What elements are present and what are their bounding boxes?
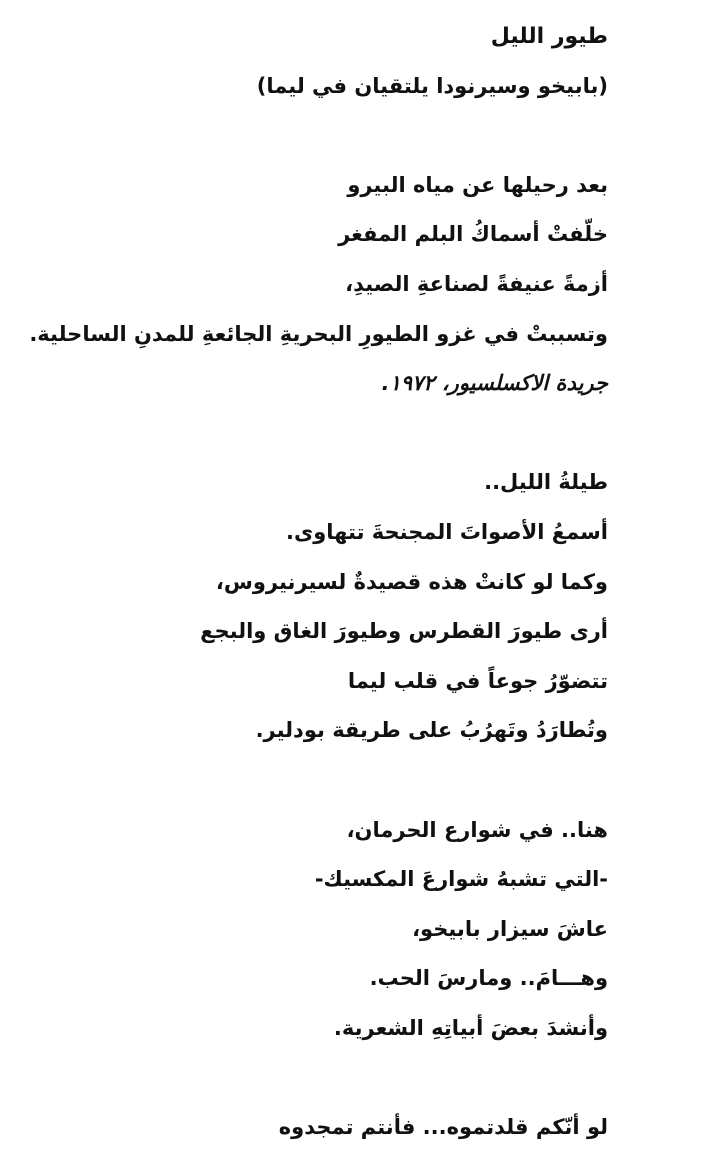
stanza-break xyxy=(88,756,608,806)
citation: جريدة الاكسلسيور، ١٩٧٢. xyxy=(381,371,608,396)
stanza3-line: -التي تشبهُ شوارعَ المكسيك- xyxy=(314,867,608,892)
stanza-break xyxy=(88,1053,608,1103)
stanza3-line: هنا.. في شوارع الحرمان، xyxy=(346,817,608,842)
stanza1-line: خلّفتْ أسماكُ البلم المفغر xyxy=(338,222,608,247)
stanza-break xyxy=(88,111,608,161)
stanza2-line: تتضوّرُ جوعاً في قلب ليما xyxy=(347,668,608,693)
stanza2-line: وتُطارَدُ وتَهرُبُ على طريقة بودلير. xyxy=(255,718,608,743)
stanza2-line: أسمعُ الأصواتَ المجنحةَ تتهاوى. xyxy=(285,519,608,544)
poem-subtitle: (بابيخو وسيرنودا يلتقيان في ليما) xyxy=(256,73,608,98)
poem xyxy=(29,12,608,1153)
stanza2-line: أرى طيورَ القطرس وطيورَ الغاق والبجع xyxy=(200,619,608,644)
stanza2-line: وكما لو كانتْ هذه قصيدةٌ لسيرنيروس، xyxy=(215,569,608,594)
stanza1-line: وتسببتْ في غزو الطيورِ البحريةِ الجائعةِ للمدنِ الساحلية. xyxy=(29,321,608,346)
stanza4-line: لو أنّكم قلدتموه... فأنتم تمجدوه xyxy=(278,1115,608,1140)
stanza3-line: وأنشدَ بعضَ أبياتِهِ الشعرية. xyxy=(333,1015,608,1040)
stanza3-line: وهـــامَ.. ومارسَ الحب. xyxy=(369,966,608,991)
stanza1-line: أزمةً عنيفةً لصناعةِ الصيدِ، xyxy=(345,271,608,296)
stanza3-line: عاشَ سيزار بابيخو، xyxy=(412,916,608,941)
poem-title: طيور الليل xyxy=(490,24,608,49)
stanza1-line: بعد رحيلها عن مياه البيرو xyxy=(347,172,608,197)
stanza2-line: طيلةُ الليل.. xyxy=(484,470,608,495)
stanza-break xyxy=(88,409,608,459)
